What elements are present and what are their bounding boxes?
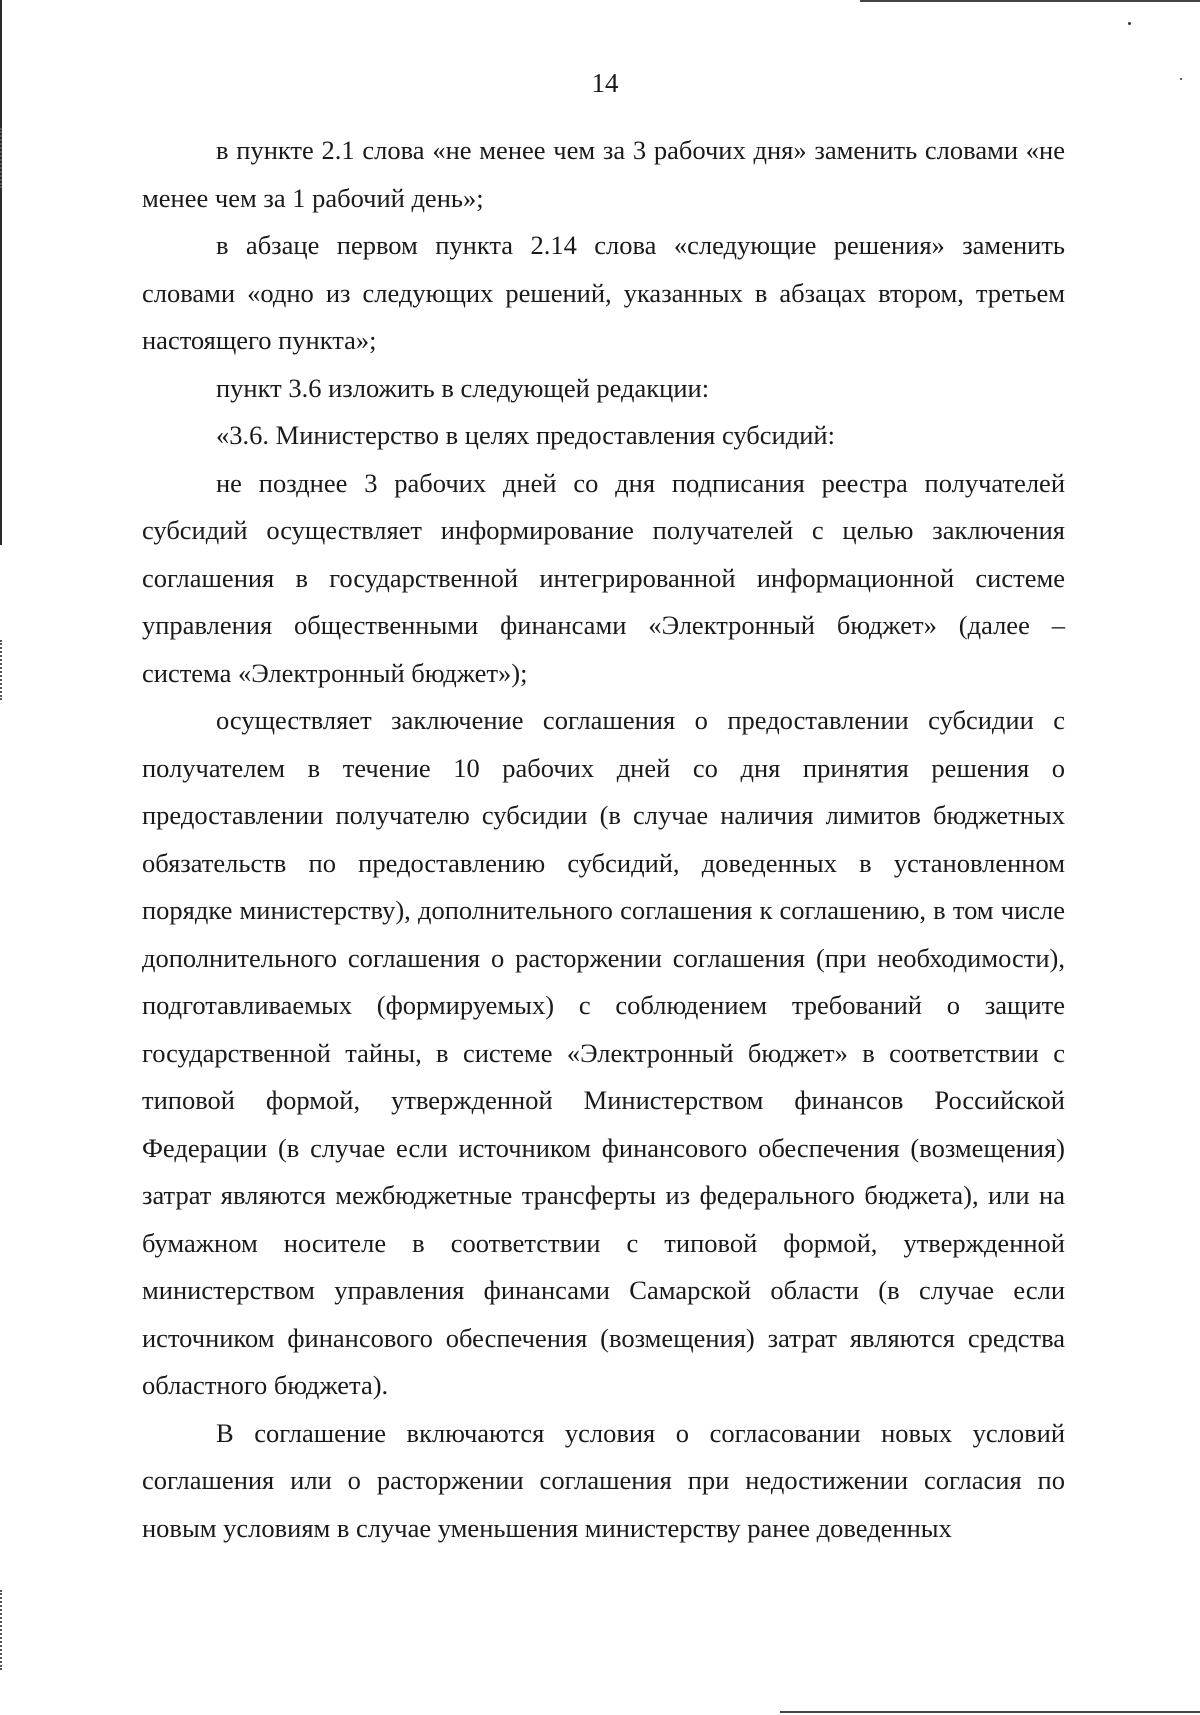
- paragraph: не позднее 3 рабочих дней со дня подписания реестра получателей субсидий осуществляет информирование получателей с целью заключения соглашения в государственной интегрированной информационной системе управления общественными финансами «Электронный бюджет» (далее – система «Электронный бюджет»);: [142, 467, 1065, 688]
- paragraph: в абзаце первом пункта 2.14 слова «следующие решения» заменить словами «одно из следующих решений, указанных в абзацах втором, третьем настоящего пункта»;: [142, 230, 1065, 355]
- paragraph: в пункте 2.1 слова «не менее чем за 3 рабочих дня» заменить словами «не менее чем за 1 рабочий день»;: [142, 135, 1065, 213]
- page-number: 14: [591, 68, 619, 98]
- document-body: [142, 127, 1065, 1552]
- paragraph: пункт 3.6 изложить в следующей редакции:: [216, 372, 710, 403]
- scan-dots-left-lower: [0, 1590, 4, 1670]
- scan-edge-top: [860, 0, 1200, 2]
- scan-speck: [1128, 22, 1131, 25]
- paragraph: В соглашение включаются условия о согласовании новых условий соглашения или о расторжении соглашения при недостижении согласия по новым условиям в случае уменьшения министерству ранее доведенных: [142, 1417, 1065, 1543]
- paragraph: «3.6. Министерство в целях предоставления субсидий:: [216, 420, 835, 450]
- scan-dots-left-upper: [0, 128, 4, 188]
- scan-edge-bottom: [780, 1711, 1200, 1713]
- paragraph: осуществляет заключение соглашения о предоставлении субсидии с получателем в течение 10 рабочих дней со дня принятия решения о предоставлении получателю субсидии (в случае наличия лимитов бюджетных обязательств по предоставлению субсидий, доведенных в установленном порядке министерству), дополнительного соглашения к соглашению, в том числе дополнительного соглашения о расторжении соглашения (при необходимости), подготавливаемых (формируемых) с соблюдением требований о защите государственной тайны, в системе «Электронный бюджет» в соответствии с типовой формой, утвержденной Министерством финансов Российской Федерации (в случае если источником финансового обеспечения (возмещения) затрат являются межбюджетные трансферты из федерального бюджета), или на бумажном носителе в соответствии с типовой формой, утвержденной министерством управления финансами Самарской области (в случае если источником финансового обеспечения (возмещения) затрат являются средства областного бюджета).: [142, 705, 1065, 1400]
- scan-dots-left-middle: [0, 640, 4, 700]
